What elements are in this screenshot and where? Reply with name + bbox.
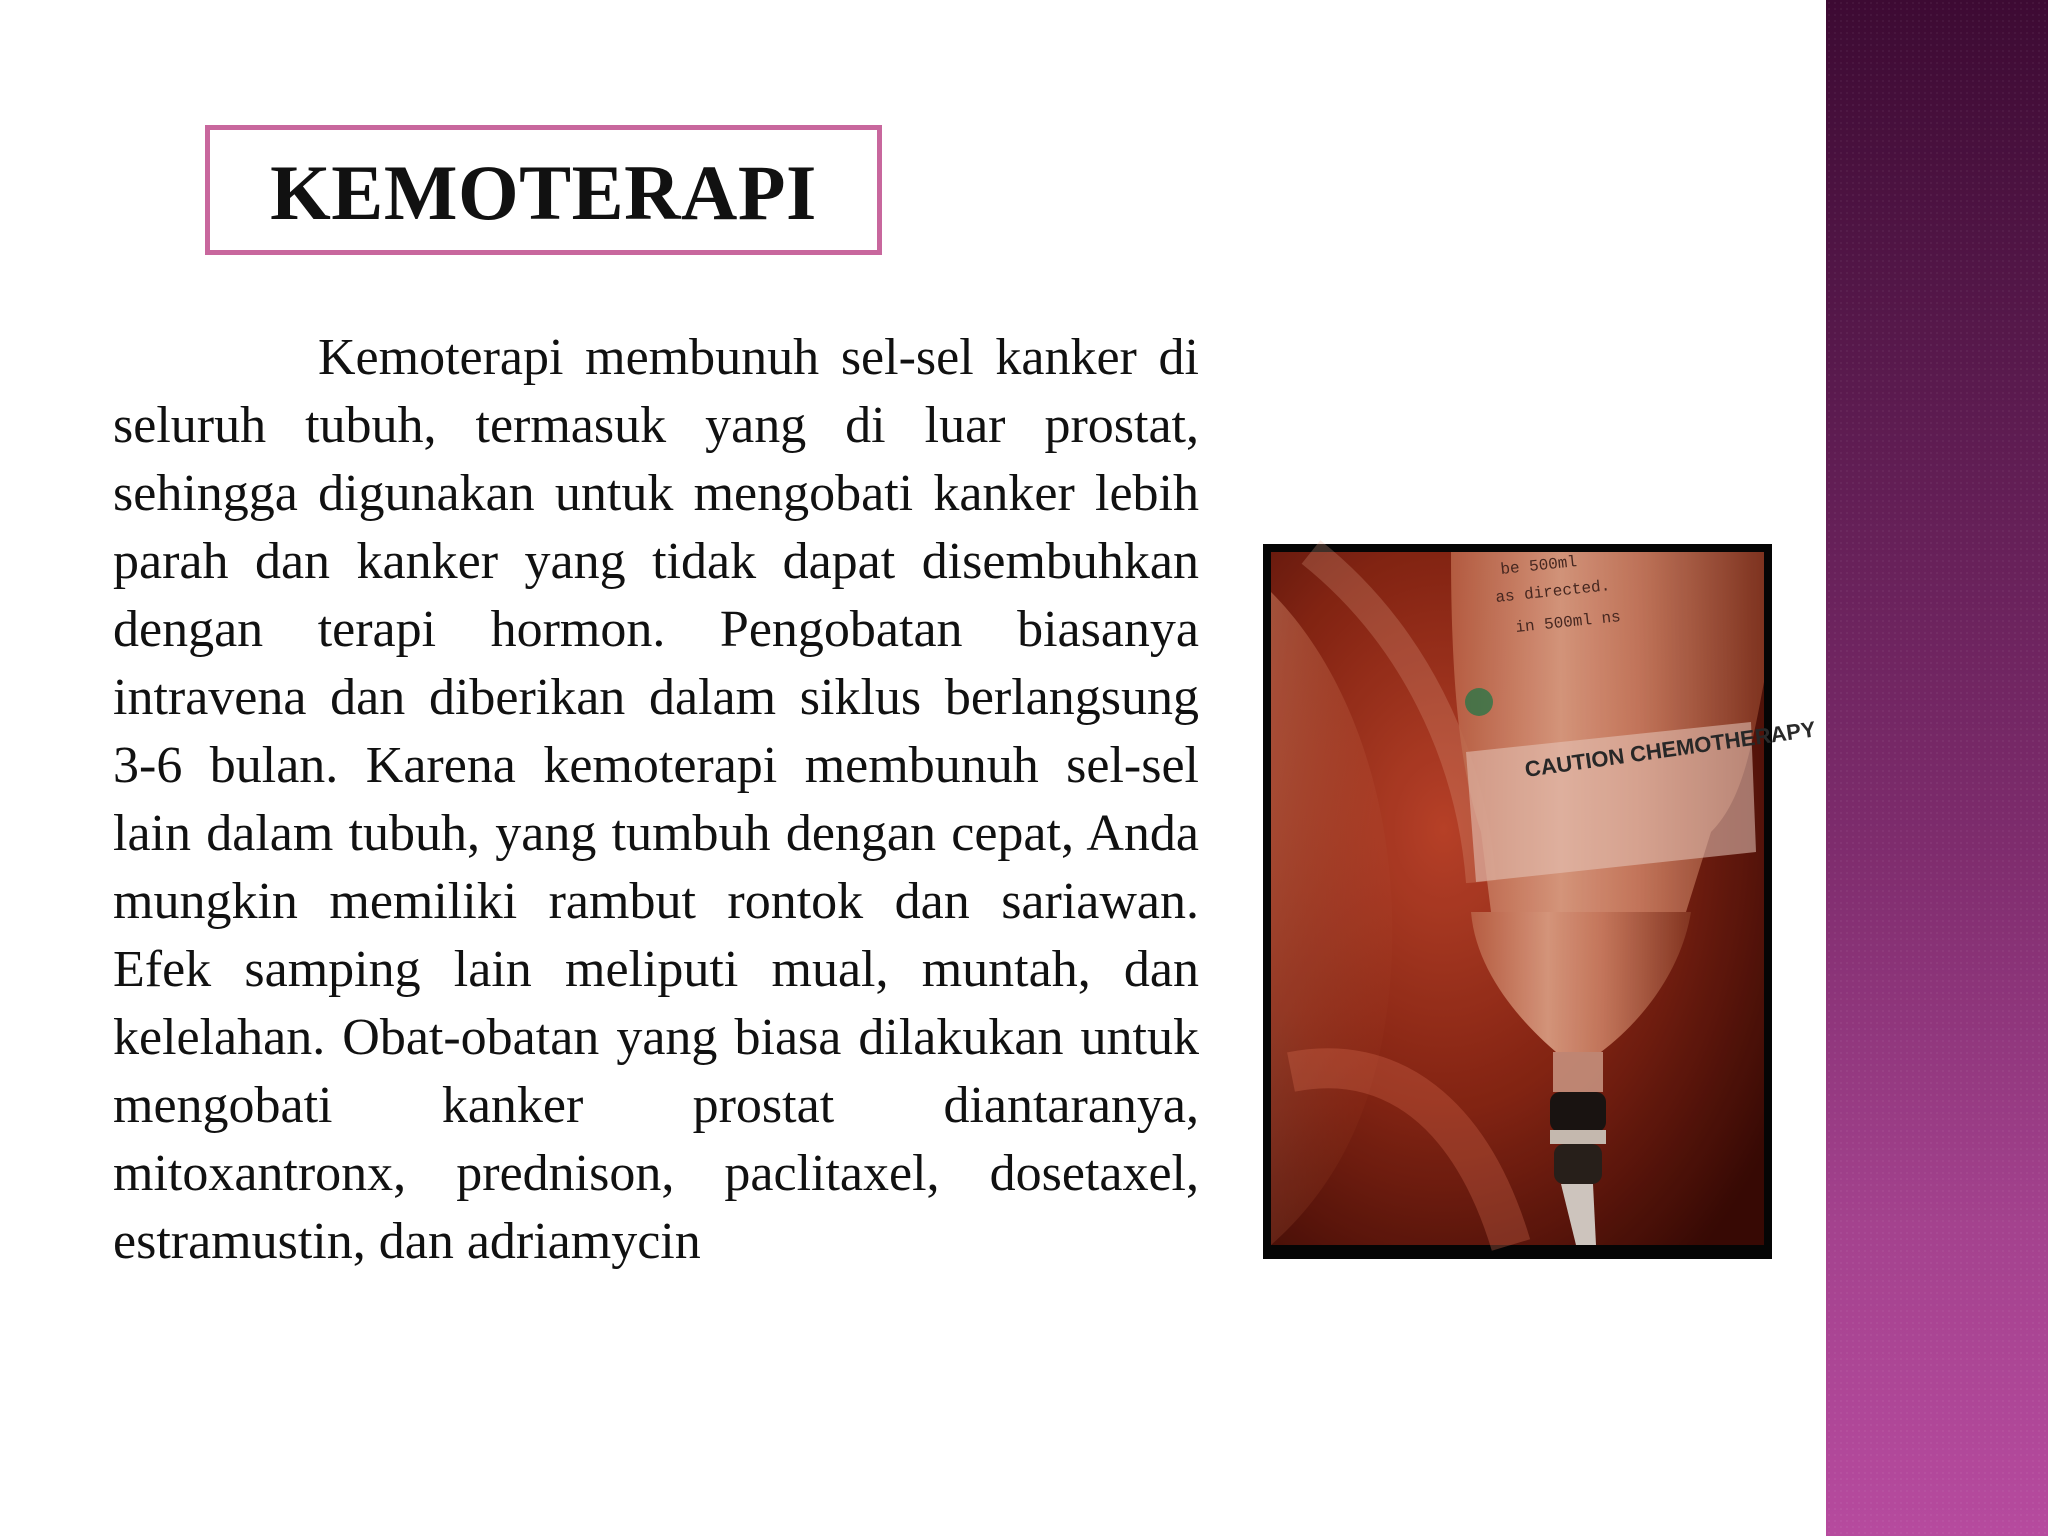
body-paragraph: Kemoterapi membunuh sel-sel kanker di seluruh tubuh, termasuk yang di luar prostat, sehingga digunakan untuk mengobati kanker lebih parah dan kanker yang tidak dapat disembuhkan dengan terapi hormon. Pengobatan biasanya intravena dan diberikan dalam siklus berlangsung 3-6 bulan. Karena kemoterapi membunuh sel-sel lain dalam tubuh, yang tumbuh dengan cepat, Anda mungkin memiliki rambut rontok dan sariawan. Efek samping lain meliputi mual, muntah, dan kelelahan. Obat-obatan yang biasa dilakukan untuk mengobati kanker prostat diantaranya, mitoxantronx, prednison, paclitaxel, dosetaxel, estramustin, dan adriamycin — [113, 329, 1199, 1270]
label-line-1: be 500ml — [1499, 553, 1578, 579]
chemotherapy-iv-bag-photo — [1271, 552, 1818, 1245]
label-main-text: CAUTION CHEMOTHERAPY — [1523, 716, 1818, 782]
label-line-2: as directed. — [1494, 577, 1612, 607]
label-line-3: in 500ml ns — [1514, 608, 1622, 637]
decorative-side-band — [1826, 0, 2048, 1536]
chemotherapy-photo-frame — [1263, 544, 1818, 1259]
photo-illustration — [1271, 552, 1818, 1245]
title-box — [205, 125, 882, 255]
slide-title: KEMOTERAPI — [270, 149, 817, 236]
